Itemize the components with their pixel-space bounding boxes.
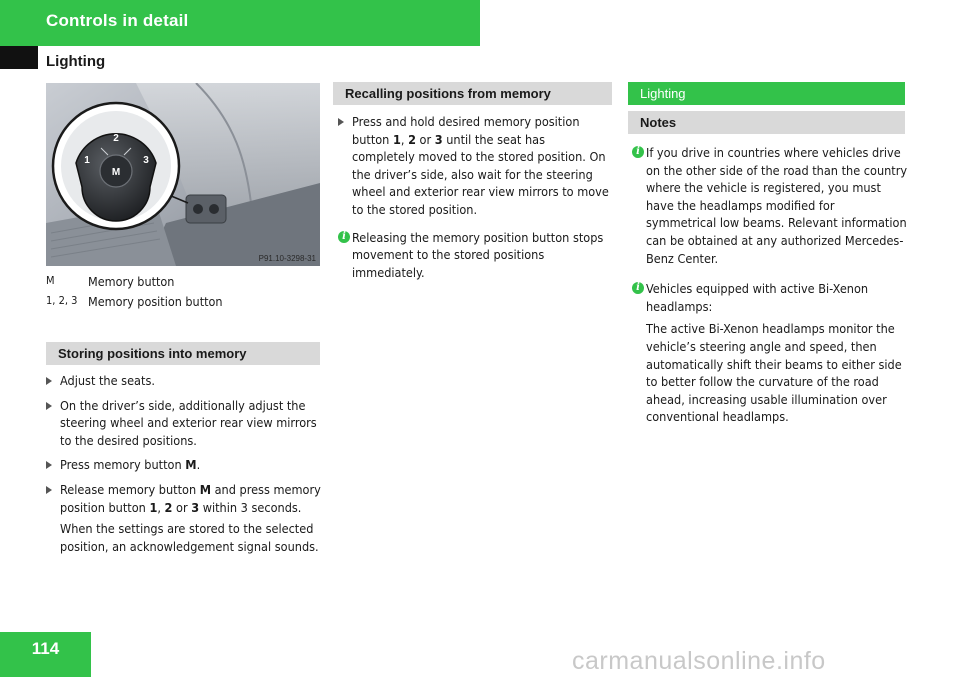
page-number: 114 [0, 632, 91, 677]
step-text: On the driver’s side, additionally adjust the steering wheel and exterior rear view mirrors to the desired positions. [60, 397, 317, 448]
storing-heading: Storing positions into memory [46, 342, 320, 365]
info-note [338, 229, 610, 282]
recalling-content [338, 113, 610, 294]
legend-key: M [46, 274, 55, 287]
button-label-2: 2 [113, 133, 119, 144]
instruction-step [46, 456, 322, 474]
step-result: When the settings are stored to the selected position, an acknowledgement signal sounds. [60, 521, 319, 554]
info-note [632, 144, 908, 267]
chapter-title: Controls in detail [46, 11, 189, 30]
button-label-1: 1 [84, 155, 90, 166]
seat-memory-photo [46, 83, 320, 266]
figure-ref-code: P91.10-3298-31 [258, 254, 316, 263]
step-text: Adjust the seats. [60, 373, 155, 388]
instruction-step [46, 372, 322, 390]
lighting-notes [632, 144, 908, 439]
notes-heading: Notes [628, 111, 905, 134]
info-note [632, 280, 908, 426]
section-title: Lighting [46, 53, 106, 70]
step-text: Release memory button M and press memory position button 1, 2 or 3 within 3 seconds. [60, 481, 321, 515]
note-detail: The active Bi-Xenon headlamps monitor the vehicle’s steering angle and speed, then automatically shift their beams to either side to better follow the curvature of the road ahead, increasing usable illumination over conventional headlamps. [646, 321, 902, 425]
note-text: Vehicles equipped with active Bi-Xenon headlamps: [646, 281, 869, 314]
header-marker [0, 46, 38, 69]
info-icon: i [632, 146, 644, 158]
legend-text: Memory position button [88, 294, 223, 309]
instruction-step [338, 113, 610, 219]
storing-steps [46, 372, 322, 562]
note-text: If you drive in countries where vehicles drive on the other side of the road than the country where the vehicle is registered, you must have the headlamps modified for symmetrical low beams. Relevant information can be obtained at any authorized Mercedes-Benz Center. [646, 145, 908, 266]
arrow-icon [46, 402, 52, 410]
watermark: carmanualsonline.info [572, 647, 826, 675]
arrow-icon [46, 461, 52, 469]
arrow-icon [338, 118, 344, 126]
info-icon: i [632, 282, 644, 294]
button-label-m: M [111, 167, 121, 178]
arrow-icon [46, 486, 52, 494]
arrow-icon [46, 377, 52, 385]
step-text: Press and hold desired memory position button 1, 2 or 3 until the seat has completely moved to the stored position. On the driver’s side, also wait for the steering wheel and exterior rear view mirrors to move to the stored position. [352, 114, 609, 217]
instruction-step [46, 397, 322, 450]
legend-text: Memory button [88, 274, 175, 289]
button-label-3: 3 [143, 155, 149, 166]
legend-key: 1, 2, 3 [46, 294, 78, 307]
step-text: Press memory button M. [60, 457, 201, 473]
lighting-heading: Lighting [628, 82, 905, 105]
info-icon: i [338, 231, 350, 243]
instruction-step [46, 481, 322, 555]
note-text: Releasing the memory position button stops movement to the stored positions immediately. [352, 229, 604, 280]
recalling-heading: Recalling positions from memory [333, 82, 612, 105]
